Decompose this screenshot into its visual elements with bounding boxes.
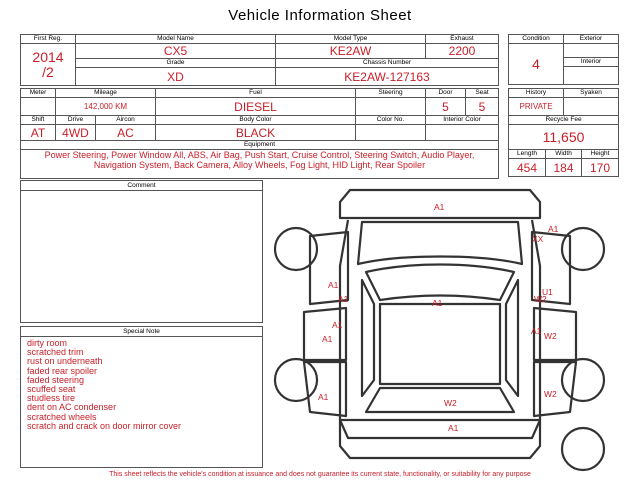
meter-label: Meter — [21, 89, 56, 98]
special-note-label: Special Note — [21, 327, 262, 337]
steering-label: Steering — [356, 89, 426, 98]
syaken-label: Syaken — [564, 89, 619, 98]
special-note-item: scuffed seat — [27, 384, 76, 395]
body-color-value: BLACK — [156, 125, 356, 141]
condition-label: Condition — [509, 35, 564, 44]
special-note-item: scratched trim — [27, 347, 84, 358]
damage-mark: A1 — [548, 224, 559, 234]
height-value: 170 — [582, 159, 619, 177]
special-note-item: rust on underneath — [27, 356, 103, 367]
damage-mark: W2 — [534, 294, 547, 304]
chassis-number-value: KE2AW-127163 — [276, 68, 499, 86]
exterior-label: Exterior — [564, 35, 619, 44]
special-note-item: scratched wheels — [27, 411, 97, 422]
damage-mark: A1 — [432, 298, 443, 308]
shift-label: Shift — [21, 116, 56, 125]
first-reg-label: First Reg. — [21, 35, 76, 44]
history-label: History — [509, 89, 564, 98]
height-label: Height — [582, 150, 619, 159]
damage-mark: U1 — [542, 287, 553, 297]
special-note-item: dirty room — [27, 338, 68, 348]
mileage-label: Mileage — [56, 89, 156, 98]
model-name-label: Model Name — [76, 35, 276, 44]
damage-mark: A1 — [338, 294, 349, 304]
damage-mark: A1 — [318, 392, 329, 402]
wheel-rear-left — [275, 359, 317, 401]
color-no-label: Color No. — [356, 116, 426, 125]
shift-value: AT — [21, 125, 56, 141]
special-note-item: scratch and crack on door mirror cover — [27, 420, 182, 431]
model-type-label: Model Type — [276, 35, 426, 44]
rear-window — [366, 388, 514, 412]
seat-label: Seat — [466, 89, 499, 98]
special-note-item: faded steering — [27, 374, 85, 385]
damage-mark: A1 — [434, 202, 445, 212]
damage-mark: A1 — [448, 423, 459, 433]
wheel-rear-right — [562, 359, 604, 401]
damage-mark: A1 — [328, 280, 339, 290]
aircon-label: Aircon — [96, 116, 156, 125]
grade-value: XD — [76, 68, 276, 86]
first-reg-month: /2 — [42, 63, 54, 80]
model-type-value: KE2AW — [276, 44, 426, 59]
door-label: Door — [426, 89, 466, 98]
exhaust-value: 2200 — [426, 44, 499, 59]
comment-label: Comment — [21, 181, 262, 191]
grade-label: Grade — [76, 59, 276, 68]
fuel-value: DIESEL — [156, 98, 356, 116]
damage-mark: W2 — [544, 331, 557, 341]
damage-mark: W2 — [444, 398, 457, 408]
model-name-value: CX5 — [76, 44, 276, 59]
drive-label: Drive — [56, 116, 96, 125]
first-reg-year: 2014 — [32, 48, 64, 65]
sheet-title: Vehicle Information Sheet — [228, 7, 412, 24]
aircon-value: AC — [96, 125, 156, 141]
damage-mark: A1 — [531, 326, 542, 336]
body-color-label: Body Color — [156, 116, 356, 125]
width-value: 184 — [546, 159, 582, 177]
recycle-fee-value: 11,650 — [509, 125, 619, 150]
interior-label: Interior — [564, 58, 619, 67]
length-value: 454 — [509, 159, 546, 177]
special-note-item: faded rear spoiler — [27, 365, 98, 376]
recycle-fee-label: Recycle Fee — [509, 116, 619, 125]
drive-value: 4WD — [56, 125, 96, 141]
condition-value: 4 — [509, 44, 564, 85]
mileage-value: 142,000 KM — [56, 98, 156, 116]
special-note-item: dent on AC condenser — [27, 402, 117, 413]
history-value: PRIVATE — [509, 98, 564, 116]
wheel-front-right — [562, 228, 604, 270]
roof — [380, 304, 500, 384]
equipment-list: Power Steering, Power Window All, ABS, Air Bag, Push Start, Cruise Control, Steering Switch, Audio Player, Navigation System, Back Camera, Alloy Wheels, Fog Light, HID Light, Rear Spoiler — [21, 150, 499, 179]
windshield — [366, 265, 514, 301]
disclaimer-footer: This sheet reflects the vehicle's condition at issuance and does not guarantee its current state, functionality, or suitability for any purpose — [109, 471, 531, 478]
seat-value: 5 — [466, 98, 499, 116]
length-label: Length — [509, 150, 546, 159]
width-label: Width — [546, 150, 582, 159]
damage-mark: W2 — [544, 389, 557, 399]
special-note-item: studless tire — [27, 393, 76, 404]
door-value: 5 — [426, 98, 466, 116]
damage-mark: XX — [532, 234, 544, 244]
interior-color-label: Interior Color — [426, 116, 499, 125]
damage-mark: A1 — [332, 320, 343, 330]
equipment-label: Equipment — [21, 141, 499, 150]
chassis-number-label: Chassis Number — [276, 59, 499, 68]
left-window — [362, 280, 374, 396]
fuel-label: Fuel — [156, 89, 356, 98]
hood — [358, 222, 522, 264]
damage-mark: A1 — [322, 334, 333, 344]
exhaust-label: Exhaust — [426, 35, 499, 44]
spare-tire — [562, 428, 604, 470]
right-window — [506, 280, 518, 396]
